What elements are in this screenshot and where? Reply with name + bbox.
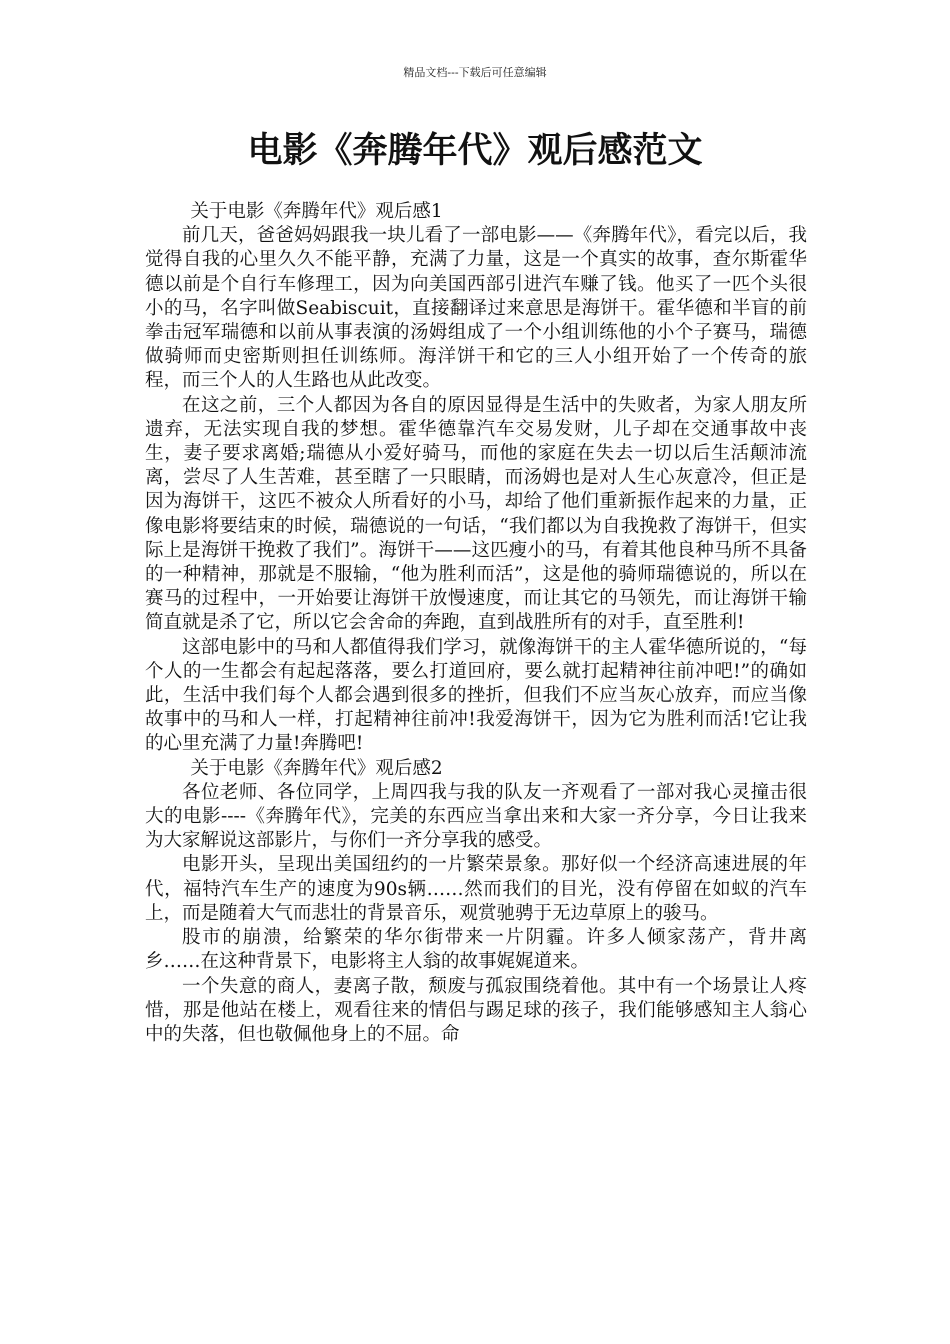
paragraph: 这部电影中的马和人都值得我们学习，就像海饼干的主人霍华德所说的，“每个人的一生都会有起起落落，要么打道回府，要么就打起精神往前冲吧!”的确如此，生活中我们每个人都会遇到很多的挫折，但我们不应当灰心放弃，而应当像故事中的马和人一样，打起精神往前冲!我爱海饼干，因为它为胜利而活!它让我的心里充满了力量!奔腾吧!	[145, 636, 807, 755]
paragraph: 各位老师、各位同学，上周四我与我的队友一齐观看了一部对我心灵撞击很大的电影----《奔腾年代》，完美的东西应当拿出来和大家一齐分享，今日让我来为大家解说这部影片，与你们一齐分享我的感受。	[145, 781, 807, 852]
paragraph: 股市的崩溃，给繁荣的华尔街带来一片阴霾。许多人倾家荡产，背井离乡……在这种背景下，电影将主人翁的故事娓娓道来。	[145, 927, 807, 973]
paragraph: 电影开头，呈现出美国纽约的一片繁荣景象。那好似一个经济高速进展的年代，福特汽车生产的速度为90s辆……然而我们的目光，没有停留在如蚁的汽车上，而是随着大气而悲壮的背景音乐，观赏驰骋于无边草原上的骏马。	[145, 854, 807, 924]
header-note: 精品文档---下载后可任意编辑	[403, 66, 547, 79]
document-body	[145, 200, 807, 1047]
paragraph: 一个失意的商人，妻离子散，颓废与孤寂围绕着他。其中有一个场景让人疼惜，那是他站在楼上，观看往来的情侣与踢足球的孩子，我们能够感知主人翁心中的失落，但也敬佩他身上的不屈。命	[145, 975, 807, 1045]
section-heading-1: 关于电影《奔腾年代》观后感1	[190, 201, 443, 222]
paragraph: 前几天，爸爸妈妈跟我一块儿看了一部电影——《奔腾年代》，看完以后，我觉得自我的心里久久不能平静，充满了力量，这是一个真实的故事，查尔斯霍华德以前是个自行车修理工，因为向美国西部引进汽车赚了钱。他买了一匹个头很小的马，名字叫做Seabiscuit，直接翻译过来意思是海饼干。霍华德和半盲的前拳击冠军瑞德和以前从事表演的汤姆组成了一个小组训练他的小个子赛马，瑞德做骑师而史密斯则担任训练师。海洋饼干和它的三人小组开始了一个传奇的旅程，而三个人的人生路也从此改变。	[145, 225, 807, 392]
section-heading-2: 关于电影《奔腾年代》观后感2	[190, 757, 443, 779]
document-title: 电影《奔腾年代》观后感范文	[247, 131, 703, 171]
paragraph: 在这之前，三个人都因为各自的原因显得是生活中的失败者，为家人朋友所遗弃，无法实现自我的梦想。霍华德靠汽车交易发财，儿子却在交通事故中丧生，妻子要求离婚;瑞德从小爱好骑马，而他的家庭在失去一切以后生活颠沛流离，尝尽了人生苦难，甚至瞎了一只眼睛，而汤姆也是对人生心灰意冷，但正是因为海饼干，这匹不被众人所看好的小马，却给了他们重新振作起来的力量，正像电影将要结束的时候，瑞德说的一句话，“我们都以为自我挽救了海饼干，但实际上是海饼干挽救了我们”。海饼干——这匹瘦小的马，有着其他良种马所不具备的一种精神，那就是不服输，“他为胜利而活”，这是他的骑师瑞德说的，所以在赛马的过程中，一开始要让海饼干放慢速度，而让其它的马领先，而让海饼干输简直就是杀了它，所以它会舍命的奔跑，直到战胜所有的对手，直至胜利!	[145, 394, 807, 634]
